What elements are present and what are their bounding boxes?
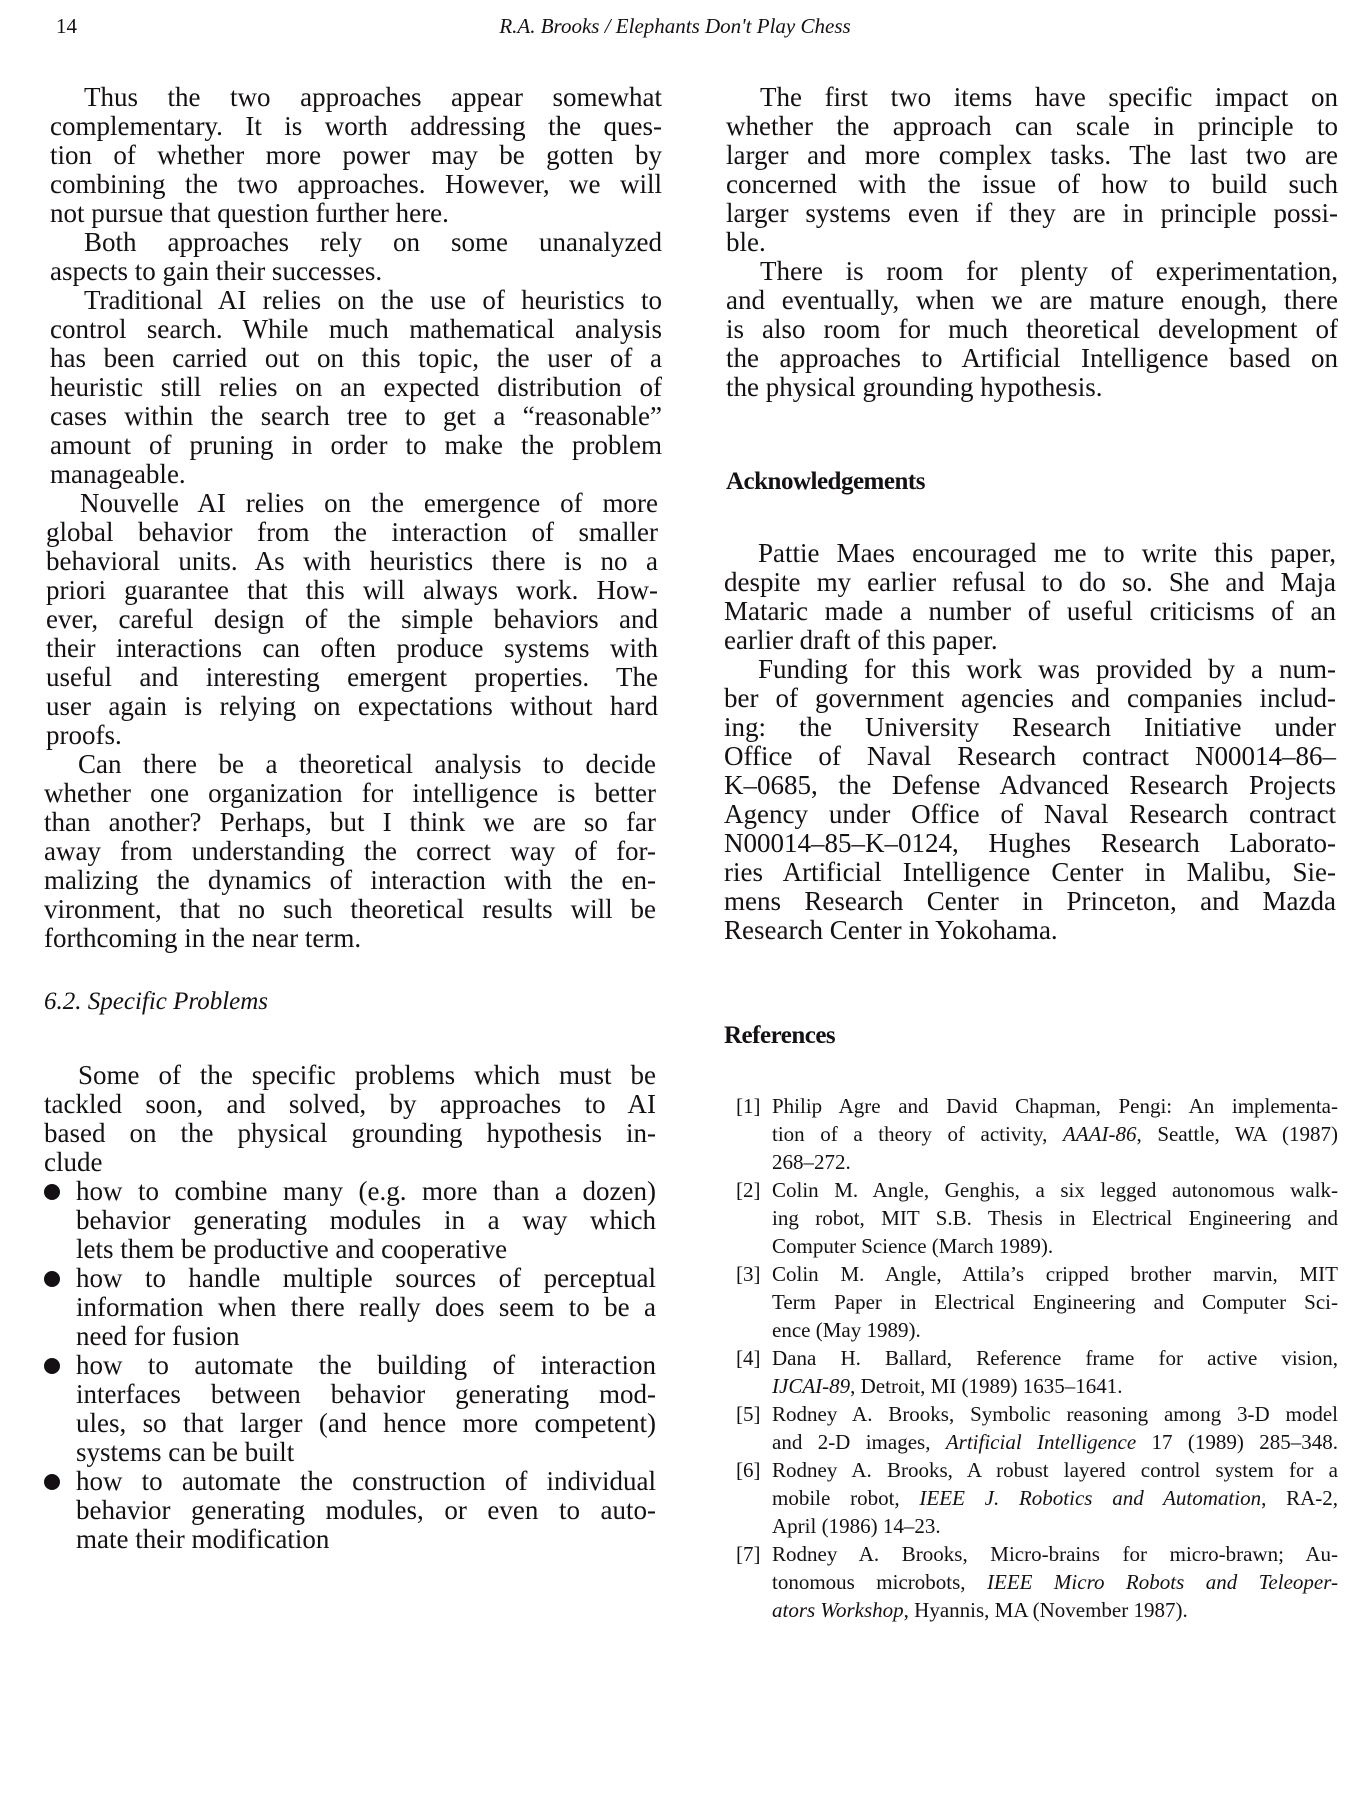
text: Rodney A. Brooks, A robust layered control system for a [772,1458,1338,1482]
text: Colin M. Angle, Genghis, a six legged autonomous walk- [772,1178,1338,1202]
text: tion of a theory of activity, [772,1122,1063,1146]
text: ing robot, MIT S.B. Thesis in Electrical Engineering and [772,1206,1338,1230]
text: Rodney A. Brooks, Micro-brains for micro-brawn; Au- [772,1542,1338,1566]
text-line: K–0685, the Defense Advanced Research Projects [724,770,1336,800]
text-line: whether one organization for intelligence is better [44,778,656,808]
text-line: tion of whether more power may be gotten by [50,140,662,170]
text-line: proofs. [46,720,122,750]
text-line: systems can be built [76,1437,295,1467]
running-title: R.A. Brooks / Elephants Don't Play Chess [499,14,851,38]
text-line: not pursue that question further here. [50,198,449,228]
text: , Detroit, MI (1989) 1635–1641. [850,1374,1123,1398]
reference-number: [6] [736,1458,761,1482]
text: tonomous microbots, [772,1570,987,1594]
venue-italic: IEEE J. Robotics and Automation [919,1486,1262,1510]
text: ence (May 1989). [772,1318,921,1342]
text: Term Paper in Electrical Engineering and Computer Sci- [772,1290,1338,1314]
text-line: heuristic still relies on an expected distribution of [50,372,662,402]
text-line: has been carried out on this topic, the user of a [50,343,662,373]
text-line: control search. While much mathematical analysis [50,314,662,344]
reference-line [772,1428,1338,1456]
text-line: ing: the University Research Initiative under [724,712,1336,742]
text-line: Research Center in Yokohama. [724,915,1058,945]
text-line: N00014–85–K–0124, Hughes Research Laborato- [724,828,1336,858]
text-line: whether the approach can scale in principle to [726,111,1338,141]
reference-number: [2] [736,1178,761,1202]
text: Philip Agre and David Chapman, Pengi: An implementa- [772,1094,1338,1118]
text-line: mens Research Center in Princeton, and Mazda [724,886,1336,916]
reference-line [772,1232,1338,1260]
reference-line [772,1344,1338,1372]
text-line: how to automate the building of interaction [76,1350,656,1380]
text: Colin M. Angle, Attila’s cripped brother marvin, MIT [772,1262,1338,1286]
text-line: than another? Perhaps, but I think we are so far [44,807,656,837]
venue-italic: IEEE Micro Robots and Teleoper- [987,1570,1338,1594]
text: mobile robot, [772,1486,920,1510]
text-line: mate their modification [76,1524,330,1554]
text-line: Mataric made a number of useful criticisms of an [724,596,1336,626]
text-line: how to handle multiple sources of perceptual [76,1263,656,1293]
references-heading: References [724,1022,836,1049]
reference-line [772,1540,1338,1568]
left-column [44,80,662,1800]
reference-line [772,1176,1338,1204]
text-line: larger systems even if they are in principle possi- [726,198,1338,228]
text-line: Funding for this work was provided by a num- [758,654,1336,684]
text-line: despite my earlier refusal to do so. She and Maja [724,567,1336,597]
text-line: tackled soon, and solved, by approaches to AI [44,1089,656,1119]
text-line: malizing the dynamics of interaction with the en- [44,865,656,895]
venue-italic: IJCAI-89 [772,1374,851,1398]
text-line: combining the two approaches. However, we will [50,169,662,199]
text: and 2-D images, [772,1430,946,1454]
text-line: the approaches to Artificial Intelligence based on [726,343,1338,373]
venue-italic: AAAI-86 [1063,1122,1137,1146]
venue-italic: Artificial Intelligence [945,1430,1137,1454]
text-line: ries Artificial Intelligence Center in Malibu, Sie- [724,857,1336,887]
text-line: useful and interesting emergent properties. The [46,662,658,692]
text-line: manageable. [50,459,186,489]
text-line: Some of the specific problems which must be [78,1060,656,1090]
text: 17 (1989) 285–348. [1136,1430,1338,1454]
text-line: their interactions can often produce systems with [46,633,658,663]
reference-line [772,1400,1338,1428]
text-line: concerned with the issue of how to build such [726,169,1338,199]
page-header [0,14,1350,46]
section-heading-specific-problems: 6.2. Specific Problems [44,988,269,1015]
text-line: need for fusion [76,1321,240,1351]
text: , RA-2, [1261,1486,1339,1510]
acknowledgements-heading: Acknowledgements [726,468,925,495]
reference-number: [4] [736,1346,761,1370]
reference-line [772,1288,1338,1316]
reference-line [772,1120,1338,1148]
reference-number: [7] [736,1542,761,1566]
text-line: ules, so that larger (and hence more competent) [76,1408,656,1438]
text-line: the physical grounding hypothesis. [726,372,1103,402]
text-line: complementary. It is worth addressing the ques- [50,111,662,141]
text-line: larger and more complex tasks. The last two are [726,140,1338,170]
text-line: Thus the two approaches appear somewhat [84,82,662,112]
reference-line [772,1568,1338,1596]
text-line: Traditional AI relies on the use of heuristics to [84,285,662,315]
text-line: behavioral units. As with heuristics there is no a [46,546,658,576]
reference-line [772,1148,1338,1176]
text-line: Agency under Office of Naval Research contract [724,799,1336,829]
text-line: information when there really does seem to be a [76,1292,656,1322]
text-line: Both approaches rely on some unanalyzed [84,227,662,257]
text-line: There is room for plenty of experimentation, [760,256,1338,286]
reference-line [772,1260,1338,1288]
right-column [726,80,1338,1800]
text-line: The first two items have specific impact on [760,82,1338,112]
reference-line [772,1596,1338,1624]
text-line: behavior generating modules, or even to auto- [76,1495,656,1525]
reference-line [772,1204,1338,1232]
venue-italic: ators Workshop [772,1598,904,1622]
text-line: how to combine many (e.g. more than a dozen) [76,1176,656,1206]
text: 268–272. [772,1150,851,1174]
text-line: is also room for much theoretical development of [726,314,1338,344]
text-line: global behavior from the interaction of smaller [46,517,658,547]
text-line: earlier draft of this paper. [724,625,998,655]
text: April (1986) 14–23. [772,1514,941,1538]
text-line: how to automate the construction of individual [76,1466,656,1496]
text-line: priori guarantee that this will always work. How- [46,575,658,605]
text-line: ber of government agencies and companies includ- [724,683,1336,713]
text-line: interfaces between behavior generating mod- [76,1379,656,1409]
reference-line [772,1372,1338,1400]
text-line: ever, careful design of the simple behaviors and [46,604,658,634]
text: Computer Science (March 1989). [772,1234,1054,1258]
text: Rodney A. Brooks, Symbolic reasoning among 3-D model [772,1402,1338,1426]
text-line: cases within the search tree to get a “reasonable” [50,401,662,431]
reference-line [772,1484,1338,1512]
reference-number: [3] [736,1262,761,1286]
text-line: amount of pruning in order to make the problem [50,430,662,460]
text-line: ble. [726,227,766,257]
reference-line [772,1092,1338,1120]
text-line: Office of Naval Research contract N00014–86– [724,741,1336,771]
text-line: aspects to gain their successes. [50,256,383,286]
text-line: based on the physical grounding hypothesis in- [44,1118,656,1148]
text-line: user again is relying on expectations without hard [46,691,658,721]
text-line: and eventually, when we are mature enough, there [726,285,1338,315]
page-number: 14 [56,14,77,38]
text-line: Can there be a theoretical analysis to decide [78,749,656,779]
text-line: clude [44,1147,103,1177]
reference-line [772,1316,1338,1344]
text-line: Pattie Maes encouraged me to write this paper, [758,538,1336,568]
text-line: away from understanding the correct way of for- [44,836,656,866]
reference-number: [5] [736,1402,761,1426]
text-line: behavior generating modules in a way which [76,1205,656,1235]
text-line: forthcoming in the near term. [44,923,362,953]
text-line: lets them be productive and cooperative [76,1234,508,1264]
reference-line [772,1456,1338,1484]
text: , Hyannis, MA (November 1987). [903,1598,1188,1622]
text-line: Nouvelle AI relies on the emergence of more [80,488,658,518]
text: Dana H. Ballard, Reference frame for active vision, [772,1346,1338,1370]
reference-line [772,1512,1338,1540]
text: , Seattle, WA (1987) [1136,1122,1338,1146]
reference-number: [1] [736,1094,761,1118]
text-line: vironment, that no such theoretical results will be [44,894,656,924]
